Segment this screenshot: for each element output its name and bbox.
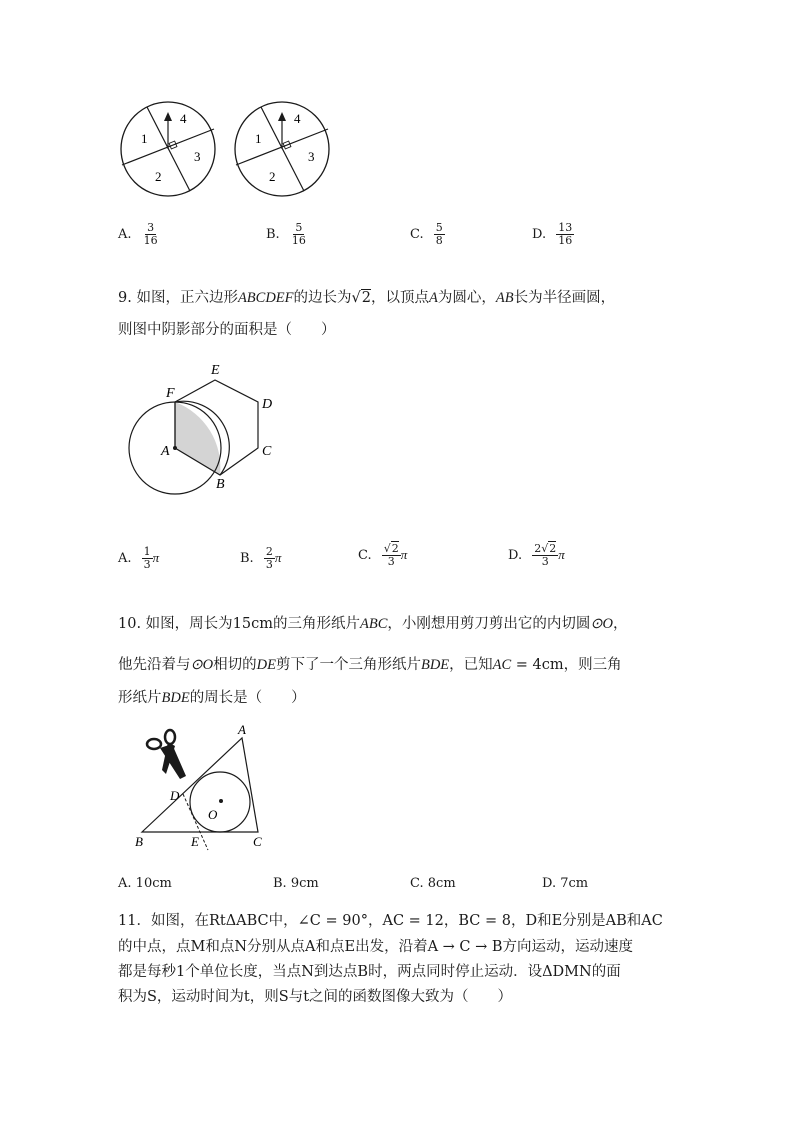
spinner-left-sector-4: 4: [180, 111, 187, 126]
q10-option-c[interactable]: [410, 876, 456, 891]
triangle-figure: [128, 722, 288, 852]
label-C: C: [262, 444, 272, 459]
q9-option-a[interactable]: [118, 546, 159, 571]
math-var: ABCDEF: [237, 290, 294, 306]
denominator: 3: [541, 555, 549, 568]
text: 如图，正六边形: [136, 290, 238, 306]
spinner-right: [235, 102, 329, 196]
label-O: O: [208, 807, 218, 822]
denominator: 16: [558, 234, 573, 247]
numerator: 13: [558, 221, 573, 234]
text: 相切的: [213, 657, 257, 673]
q9-option-c[interactable]: [358, 543, 407, 568]
label-D: D: [170, 788, 180, 803]
pi: π: [400, 547, 408, 562]
math-var: A: [429, 290, 438, 306]
denominator: 3: [265, 558, 273, 571]
question-number: 10.: [118, 616, 142, 632]
label-D: D: [262, 397, 273, 412]
spinner-figures: [110, 95, 350, 205]
spinner-right-sector-2: 2: [269, 169, 276, 184]
question-number: 9.: [118, 290, 132, 306]
q10-option-b[interactable]: [273, 876, 319, 891]
fraction: [532, 543, 558, 568]
text: 剪下了一个三角形纸片: [275, 657, 421, 673]
denominator: 16: [291, 234, 306, 247]
label-E: E: [211, 363, 220, 378]
text: 的周长是（ ）: [189, 690, 306, 706]
hexagon-figure: [120, 355, 290, 505]
sqrt-radicand: 2: [549, 542, 557, 555]
label-C: C: [253, 834, 262, 849]
text: 的三角形纸片: [273, 616, 360, 632]
math-var: AB: [495, 290, 514, 306]
q10-stem-line2: [118, 656, 622, 674]
sqrt-radicand: 2: [361, 290, 372, 306]
denominator: 3: [143, 558, 151, 571]
text: 形纸片: [118, 690, 162, 706]
pi: π: [152, 550, 160, 565]
sqrt-expression: √2: [351, 290, 372, 306]
q10-option-d[interactable]: [542, 876, 588, 891]
option-text: 10cm: [135, 876, 172, 891]
scissors-icon: [147, 730, 186, 779]
fraction: [290, 222, 308, 247]
q8-option-c[interactable]: [410, 222, 445, 247]
math-var: DE: [256, 657, 276, 673]
denominator: 8: [435, 234, 443, 247]
numerator: 5: [295, 221, 303, 234]
text: ，小刚想用剪刀剪出它的内切圆: [387, 616, 591, 632]
q11-stem-line4: 积为S，运动时间为t，则S与t之间的函数图像大致为（ ）: [118, 989, 513, 1005]
spinner-left-sector-1: 1: [141, 131, 148, 146]
option-letter: D.: [542, 876, 557, 891]
spinner-right-sector-4: 4: [294, 111, 301, 126]
label-F: F: [166, 386, 175, 401]
q11-stem-line1: 11．如图，在RtΔABC中，∠C = 90°，AC = 12，BC = 8，D和E分别是AB和AC: [118, 913, 663, 929]
text: 长为半径画圆，: [513, 290, 616, 306]
fraction: [556, 222, 574, 247]
denominator: 16: [143, 234, 158, 247]
math-var: BDE: [161, 690, 190, 706]
spinner-left: [121, 102, 215, 196]
option-letter: B.: [240, 551, 254, 566]
text: ，以顶点: [371, 290, 430, 306]
q8-option-a[interactable]: [118, 222, 160, 247]
sqrt-radicand: 2: [391, 542, 399, 555]
spinner-left-sector-3: 3: [194, 149, 201, 164]
label-A: A: [238, 722, 246, 737]
q10-stem-line3: [118, 689, 306, 707]
spinner-right-sector-1: 1: [255, 131, 262, 146]
option-letter: A.: [118, 551, 132, 566]
q11-stem-line3: 都是每秒1个单位长度，当点N到达点B时，两点同时停止运动．设ΔDMN的面: [118, 964, 621, 980]
numerator: 2√2: [534, 542, 557, 555]
fraction: [142, 222, 160, 247]
label-B: B: [135, 834, 143, 849]
label-B: B: [216, 477, 225, 492]
spinner-right-sector-3: 3: [308, 149, 315, 164]
q9-stem-line2: 则图中阴影部分的面积是（ ）: [118, 322, 336, 338]
label-E: E: [191, 834, 199, 849]
numerator: 2: [265, 545, 273, 558]
fraction: [382, 543, 401, 568]
math-var: BDE: [420, 657, 450, 673]
text: 的边长为: [293, 290, 352, 306]
pi: π: [274, 550, 282, 565]
fraction: [434, 222, 445, 247]
option-letter: C.: [358, 548, 372, 563]
fraction: [264, 546, 275, 571]
option-letter: B.: [266, 227, 280, 242]
numerator: 3: [147, 221, 155, 234]
option-letter: D.: [532, 227, 547, 242]
math-var: AC: [492, 657, 512, 673]
text: ，: [613, 616, 628, 632]
q9-option-d[interactable]: [508, 543, 565, 568]
q8-option-b[interactable]: [266, 222, 308, 247]
numerator: 1: [143, 545, 151, 558]
q10-stem-line1: [118, 615, 628, 633]
option-text: 9cm: [290, 876, 319, 891]
option-letter: A.: [118, 227, 132, 242]
spinner-left-sector-2: 2: [155, 169, 162, 184]
text: 为圆心，: [437, 290, 496, 306]
q10-option-a[interactable]: [118, 876, 172, 891]
label-A: A: [161, 444, 170, 459]
coefficient: 2: [534, 542, 542, 555]
fraction: [142, 546, 153, 571]
q8-option-d[interactable]: [532, 222, 574, 247]
option-letter: C.: [410, 227, 424, 242]
text: 如图，周长为: [145, 616, 233, 632]
option-text: 7cm: [560, 876, 589, 891]
option-letter: B.: [273, 876, 287, 891]
pi: π: [558, 547, 565, 562]
option-letter: C.: [410, 876, 424, 891]
option-text: 8cm: [427, 876, 456, 891]
numerator: √2: [383, 542, 399, 555]
text: 他先沿着与: [118, 657, 191, 673]
option-letter: A.: [118, 876, 132, 891]
text: ，已知: [449, 657, 493, 673]
math-var: ABC: [360, 616, 388, 632]
text: 15cm: [232, 616, 273, 632]
denominator: 3: [387, 555, 395, 568]
circle-symbol: ⊙O: [190, 657, 214, 673]
circle-symbol: ⊙O: [590, 616, 614, 632]
text: = 4cm，则三角: [511, 657, 622, 673]
q11-stem-line2: 的中点，点M和点N分别从点A和点E出发，沿着A → C → B方向运动，运动速度: [118, 939, 634, 955]
q9-stem-line1: [118, 289, 615, 307]
numerator: 5: [435, 221, 443, 234]
option-letter: D.: [508, 548, 523, 563]
q9-option-b[interactable]: [240, 546, 281, 571]
